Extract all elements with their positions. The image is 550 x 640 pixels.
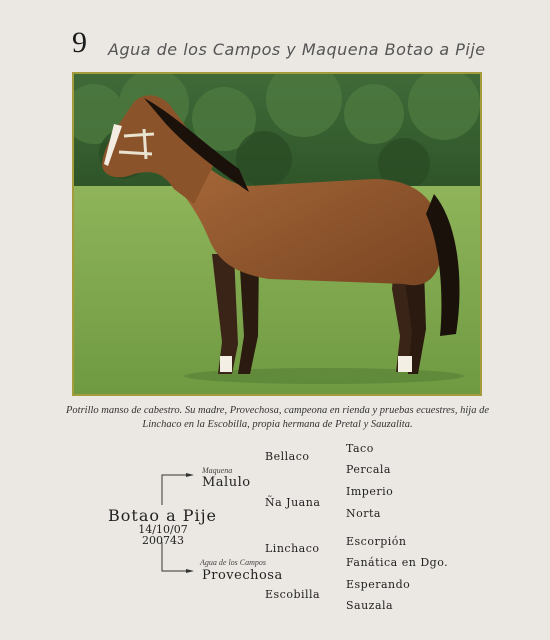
lot-title: Agua de los Campos y Maquena Botao a Pije <box>108 40 486 59</box>
ggp-norta: Norta <box>346 507 381 520</box>
sire-breeder: Maquena <box>202 466 233 475</box>
ggp-sauzala: Sauzala <box>346 599 394 612</box>
photo-caption: Potrillo manso de cabestro. Su madre, Provechosa, campeona en rienda y pruebas ecuestres, hija de Linchaco en la Escobilla, propia hermana de Pretal y Sauzalita. <box>65 405 490 430</box>
subject-registry: 200743 <box>142 534 184 547</box>
ggp-esperando: Esperando <box>346 578 411 591</box>
ggp-fanatica: Fanática en Dgo. <box>346 556 449 569</box>
sire-name: Malulo <box>202 475 251 490</box>
dam-sire-name: Linchaco <box>265 542 320 555</box>
ggp-percala: Percala <box>346 463 391 476</box>
sire-sire-name: Bellaco <box>265 450 310 463</box>
ggp-escorpion: Escorpión <box>346 535 407 548</box>
lot-number: 9 <box>72 26 87 59</box>
ggp-imperio: Imperio <box>346 485 394 498</box>
dam-name: Provechosa <box>202 568 283 583</box>
subject-birth-date: 14/10/07 <box>138 523 188 536</box>
dam-breeder: Agua de los Campos <box>200 558 266 567</box>
ggp-taco: Taco <box>346 442 374 455</box>
dam-dam-name: Escobilla <box>265 588 321 601</box>
sire-dam-name: Ña Juana <box>265 496 321 509</box>
subject-name: Botao a Pije <box>108 506 218 525</box>
